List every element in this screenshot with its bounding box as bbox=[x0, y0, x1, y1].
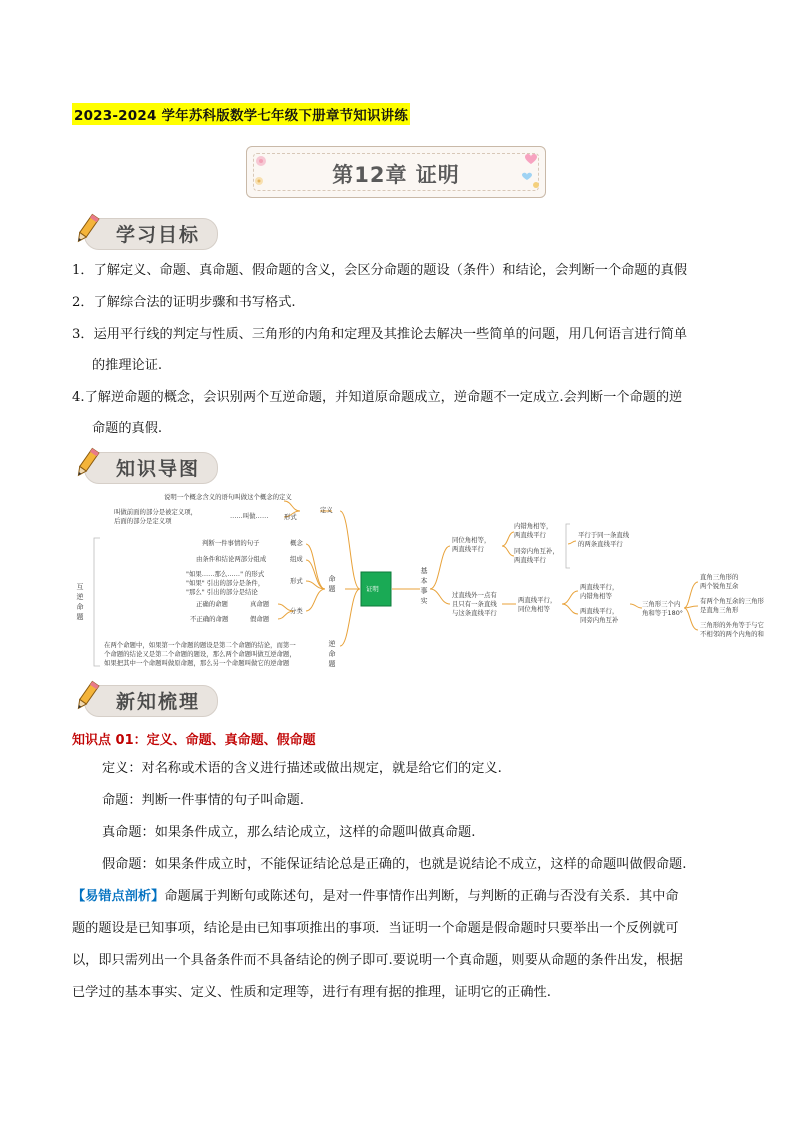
mm-r1g: 平行于同一条直线 bbox=[578, 531, 630, 539]
mm-r2g: 内错角相等 bbox=[580, 592, 612, 600]
pencil-icon bbox=[70, 446, 104, 480]
section-title-review: 新知梳理 bbox=[116, 691, 201, 713]
knowledge-point-title: 知识点 01：定义、命题、真命题、假命题 bbox=[72, 733, 316, 748]
definition-line-3: 真命题：如果条件成立，那么结论成立，这样的命题叫做真命题. bbox=[102, 825, 476, 840]
mm-r2e: 同位角相等 bbox=[518, 605, 550, 613]
mm-proposition-label: 命 题 bbox=[328, 575, 336, 593]
mm-r1f: 两直线平行 bbox=[514, 556, 546, 564]
mm-r1h: 的两条直线平行 bbox=[578, 540, 623, 548]
mm-t2b: 是直角三角形 bbox=[700, 606, 739, 614]
mm-inverse-vertical: 互逆命题 bbox=[76, 583, 84, 621]
mm-def-form-b: 后面的部分是定义项 bbox=[114, 517, 172, 525]
section-title-goals: 学习目标 bbox=[116, 224, 201, 246]
mm-true-text: 正确的命题 bbox=[196, 600, 228, 608]
pencil-icon bbox=[70, 212, 104, 246]
analysis-line-1: 【易错点剖析】命题属于判断句或陈述句，是对一件事情作出判断，与判断的正确与否没有关系．其中命 bbox=[72, 889, 679, 904]
mm-form-text-3: "那么" 引出的部分是结论 bbox=[186, 588, 258, 596]
mm-basic-facts: 基本事实 bbox=[420, 567, 428, 605]
mm-r2i: 同旁内角互补 bbox=[580, 616, 619, 624]
mm-t1a: 直角三角形的 bbox=[700, 573, 739, 581]
mm-r1a: 同位角相等， bbox=[452, 536, 491, 544]
mm-class-label: 分类 bbox=[290, 607, 303, 615]
mm-false-label: 假命题 bbox=[250, 615, 270, 623]
mm-definition-label: 定义 bbox=[320, 506, 333, 514]
mm-inverse-text-2: 个命题的结论又是第二个命题的题设，那么两个命题叫做互逆命题， bbox=[104, 650, 296, 658]
chapter-title-box bbox=[246, 146, 546, 198]
mm-r2b: 且只有一条直线 bbox=[452, 600, 497, 608]
mm-inverse-text-3: 如果把其中一个命题叫做原命题，那么另一个命题叫做它的逆命题 bbox=[104, 659, 290, 667]
mm-compose-text: 由条件和结论两部分组成 bbox=[196, 555, 267, 563]
mm-form-text-1: "如果……那么……" 的形式 bbox=[186, 570, 265, 578]
analysis-tag: 【易错点剖析】 bbox=[72, 889, 165, 904]
pencil-icon bbox=[70, 679, 104, 713]
goal-item-4: 4.了解逆命题的概念，会识别两个互逆命题，并知道原命题成立，逆命题不一定成立.会判断一个命题的逆 bbox=[72, 390, 683, 405]
mm-r2a: 过直线外一点有 bbox=[452, 591, 497, 599]
mm-concept-text: 判断一件事情的句子 bbox=[202, 539, 260, 547]
mm-compose-label: 组成 bbox=[290, 555, 303, 563]
mm-def-form-mid: ……叫做…… bbox=[230, 512, 269, 520]
goal-item-4-cont: 命题的真假. bbox=[92, 421, 163, 436]
mm-triangle-a: 三角形三个内 bbox=[642, 600, 681, 608]
goal-item-3: 3．运用平行线的判定与性质、三角形的内角和定理及其推论去解决一些简单的问题，用几何语言进行简单 bbox=[72, 327, 688, 342]
mm-inverse-text-1: 在两个命题中，如果第一个命题的题设是第二个命题的结论，而第一 bbox=[104, 641, 296, 649]
mm-triangle-b: 角和等于180° bbox=[642, 609, 683, 617]
mm-r1b: 两直线平行 bbox=[452, 545, 484, 553]
mm-t3b: 不相邻的两个内角的和 bbox=[700, 630, 764, 638]
mm-concept-label: 概念 bbox=[290, 539, 303, 547]
mm-t1b: 两个锐角互余 bbox=[700, 582, 739, 590]
mm-r1c: 内错角相等， bbox=[514, 522, 553, 530]
definition-line-2: 命题：判断一件事情的句子叫命题. bbox=[102, 793, 305, 808]
analysis-line-2: 题的题设是已知事项，结论是由已知事项推出的事项．当证明一个命题是假命题时只要举出一个反例就可 bbox=[72, 921, 679, 936]
analysis-line-4: 已学过的基本事实、定义、性质和定理等，进行有理有据的推理，证明它的正确性. bbox=[72, 985, 551, 1000]
mm-form-text-2: "如果" 引出的部分是条件， bbox=[186, 579, 265, 587]
goal-item-3-cont: 的推理论证. bbox=[92, 358, 163, 373]
goal-item-1: 1．了解定义、命题、真命题、假命题的含义，会区分命题的题设（条件）和结论，会判断一个命题的真假 bbox=[72, 263, 688, 278]
mm-r1d: 两直线平行 bbox=[514, 531, 546, 539]
mm-false-text: 不正确的命题 bbox=[190, 615, 229, 623]
mind-map bbox=[70, 486, 774, 676]
document-header: 2023-2024 学年苏科版数学七年级下册章节知识讲练 bbox=[72, 103, 410, 125]
mm-r1e: 同旁内角互补， bbox=[514, 547, 559, 555]
mind-map-center: 证明 bbox=[366, 585, 379, 593]
chapter-title: 第12章 证明 bbox=[332, 163, 460, 187]
mm-r2h: 两直线平行， bbox=[580, 607, 619, 615]
analysis-line-3: 以，即只需列出一个具备条件而不具备结论的例子即可.要说明一个真命题，则要从命题的条件出发，根据 bbox=[72, 953, 683, 968]
mm-def-form-a: 叫做前面的部分是被定义项， bbox=[114, 508, 198, 516]
mm-t3a: 三角形的外角等于与它 bbox=[700, 621, 764, 629]
section-title-mindmap: 知识导图 bbox=[116, 458, 201, 480]
mm-definition-text: 说明一个概念含义的语句叫做这个概念的定义 bbox=[164, 493, 292, 501]
mm-true-label: 真命题 bbox=[250, 600, 270, 608]
definition-line-1: 定义：对名称或术语的含义进行描述或做出规定，就是给它们的定义. bbox=[102, 761, 502, 776]
goal-item-2: 2．了解综合法的证明步骤和书写格式. bbox=[72, 295, 296, 310]
mm-inverse-label: 逆命题 bbox=[328, 640, 336, 668]
mm-r2f: 两直线平行， bbox=[580, 583, 619, 591]
definition-line-4: 假命题：如果条件成立时，不能保证结论总是正确的，也就是说结论不成立，这样的命题叫做假命题. bbox=[102, 857, 687, 872]
mm-def-form-label: 形式 bbox=[284, 513, 297, 521]
mm-r2c: 与这条直线平行 bbox=[452, 609, 497, 617]
mm-form-label: 形式 bbox=[290, 577, 303, 585]
mm-t2a: 有两个角互余的三角形 bbox=[700, 597, 764, 605]
mm-r2d: 两直线平行， bbox=[518, 596, 557, 604]
